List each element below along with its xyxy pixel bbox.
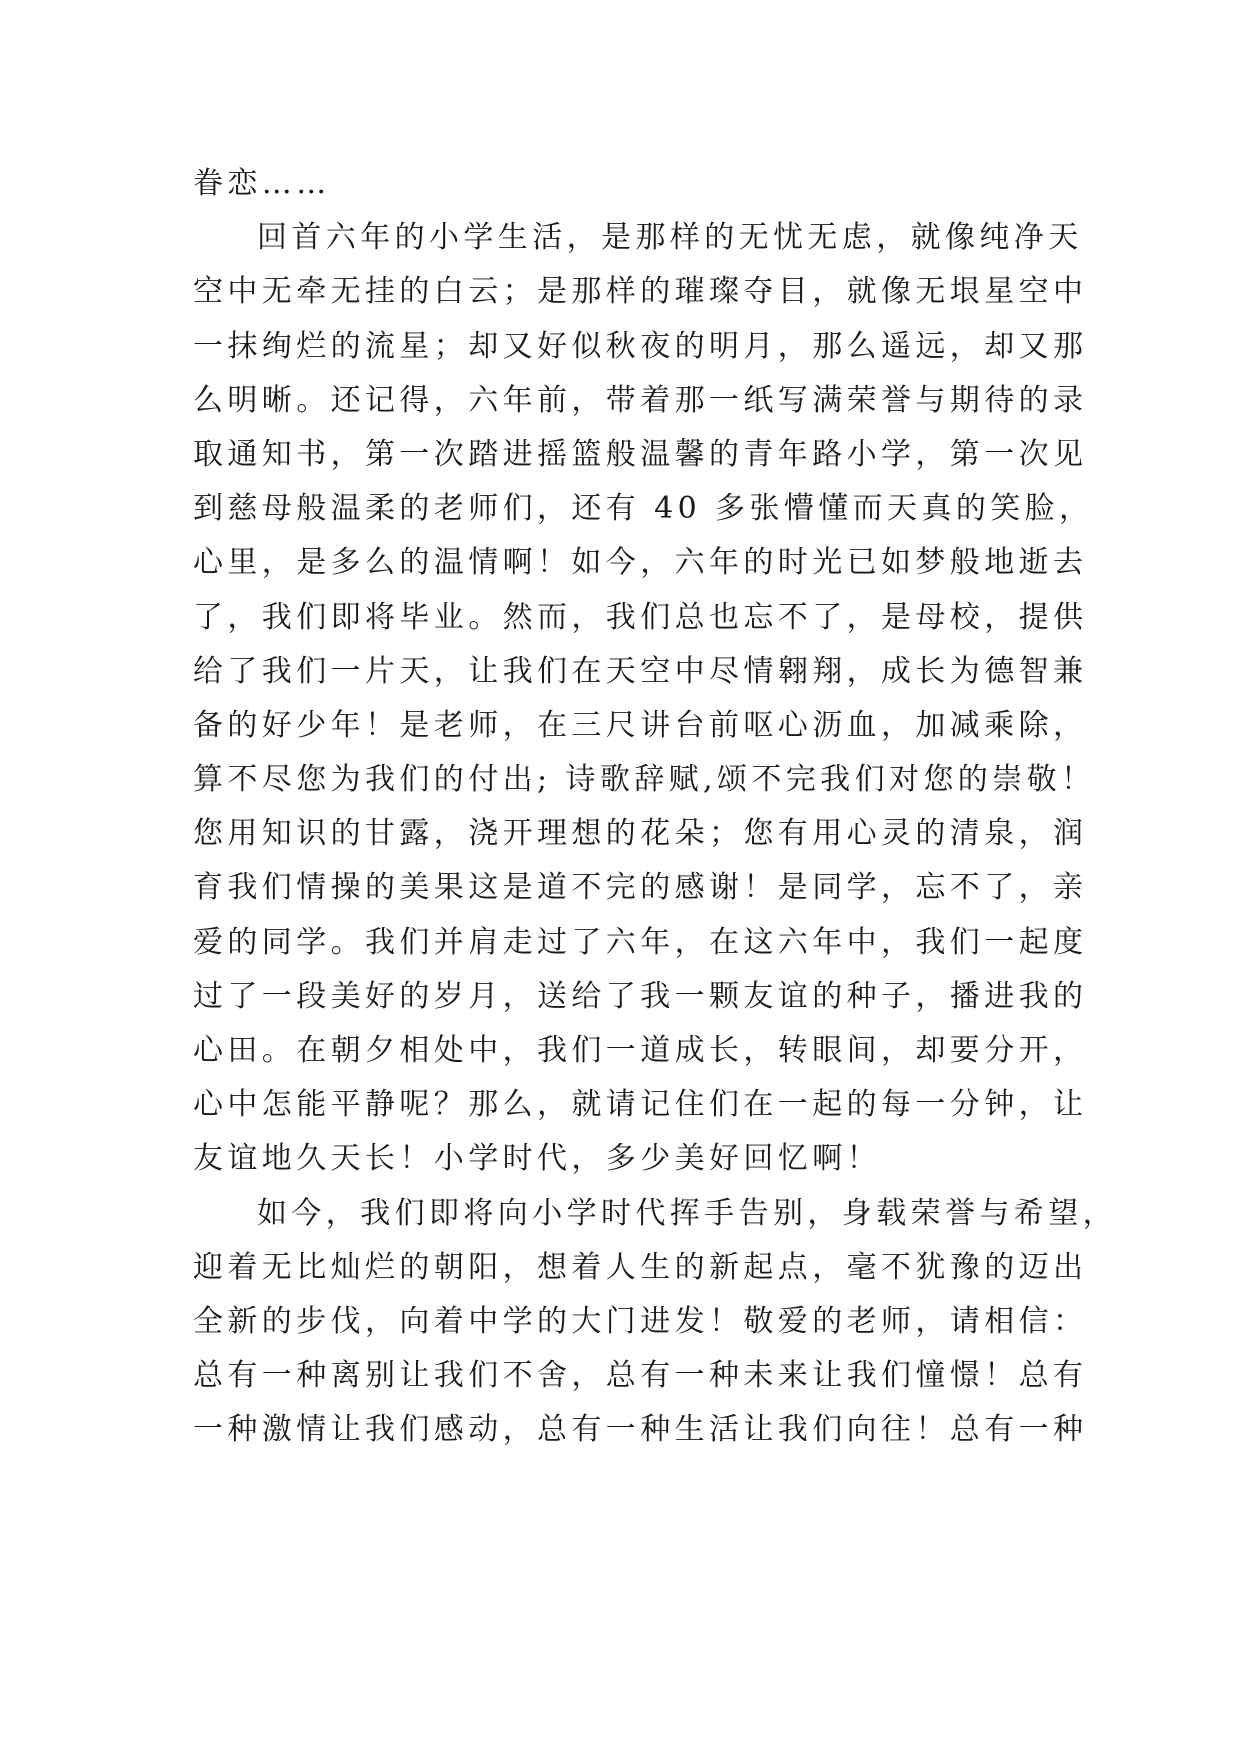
paragraph-start-line: 如今，我们即将向小学时代挥手告别，身载荣誉与希望， [257,1195,1117,1231]
text-line: 全新的步伐，向着中学的大门进发！敬爱的老师，请相信： [193,1303,1088,1339]
text-line: 心田。在朝夕相处中，我们一道成长，转眼间，却要分开， [193,1033,1088,1068]
text-line: 一种激情让我们感动，总有一种生活让我们向往！总有一种 [193,1412,1088,1448]
text-line: 算不尽您为我们的付出; 诗歌辞赋,颂不完我们对您的崇敬！ [193,762,1096,798]
text-line: 友谊地久天长！小学时代，多少美好回忆啊！ [193,1141,881,1177]
text-line: 您用知识的甘露，浇开理想的花朵；您有用心灵的清泉，润 [193,816,1088,852]
text-line: 了，我们即将毕业。然而，我们总也忘不了，是母校，提供 [193,599,1088,635]
text-line: 迎着无比灿烂的朝阳，想着人生的新起点，毫不犹豫的迈出 [193,1249,1088,1285]
text-line: 么明晰。还记得，六年前，带着那一纸写满荣誉与期待的录 [193,382,1088,418]
text-line: 到慈母般温柔的老师们，还有 40 多张懵懂而天真的笑脸， [193,491,1094,527]
text-line: 心中怎能平静呢？那么，就请记住们在一起的每一分钟，让 [193,1087,1088,1123]
text-line: 总有一种离别让我们不舍，总有一种未来让我们憧憬！总有 [193,1358,1088,1394]
text-line: 育我们情操的美果这是道不完的感谢！是同学，忘不了，亲 [193,870,1088,906]
text-line: 给了我们一片天，让我们在天空中尽情翱翔，成长为德智兼 [193,653,1088,689]
text-line: 爱的同学。我们并肩走过了六年，在这六年中，我们一起度 [193,924,1088,960]
text-line: 取通知书，第一次踏进摇篮般温馨的青年路小学，第一次见 [193,436,1088,472]
text-line: 过了一段美好的岁月，送给了我一颗友谊的种子，播进我的 [193,978,1088,1014]
body-text [193,157,1117,1458]
text-line: 心里，是多么的温情啊！如今，六年的时光已如梦般地逝去 [193,545,1088,581]
text-line: 一抹绚烂的流星；却又好似秋夜的明月，那么遥远，却又那 [193,328,1088,364]
text-line: 空中无牵无挂的白云；是那样的璀璨夺目，就像无垠星空中 [193,274,1088,310]
text-line: 眷恋…… [193,166,331,201]
paragraph-start-line: 回首六年的小学生活，是那样的无忧无虑，就像纯净天 [257,220,1083,256]
text-line: 备的好少年！是老师，在三尺讲台前呕心沥血，加减乘除， [193,707,1088,743]
